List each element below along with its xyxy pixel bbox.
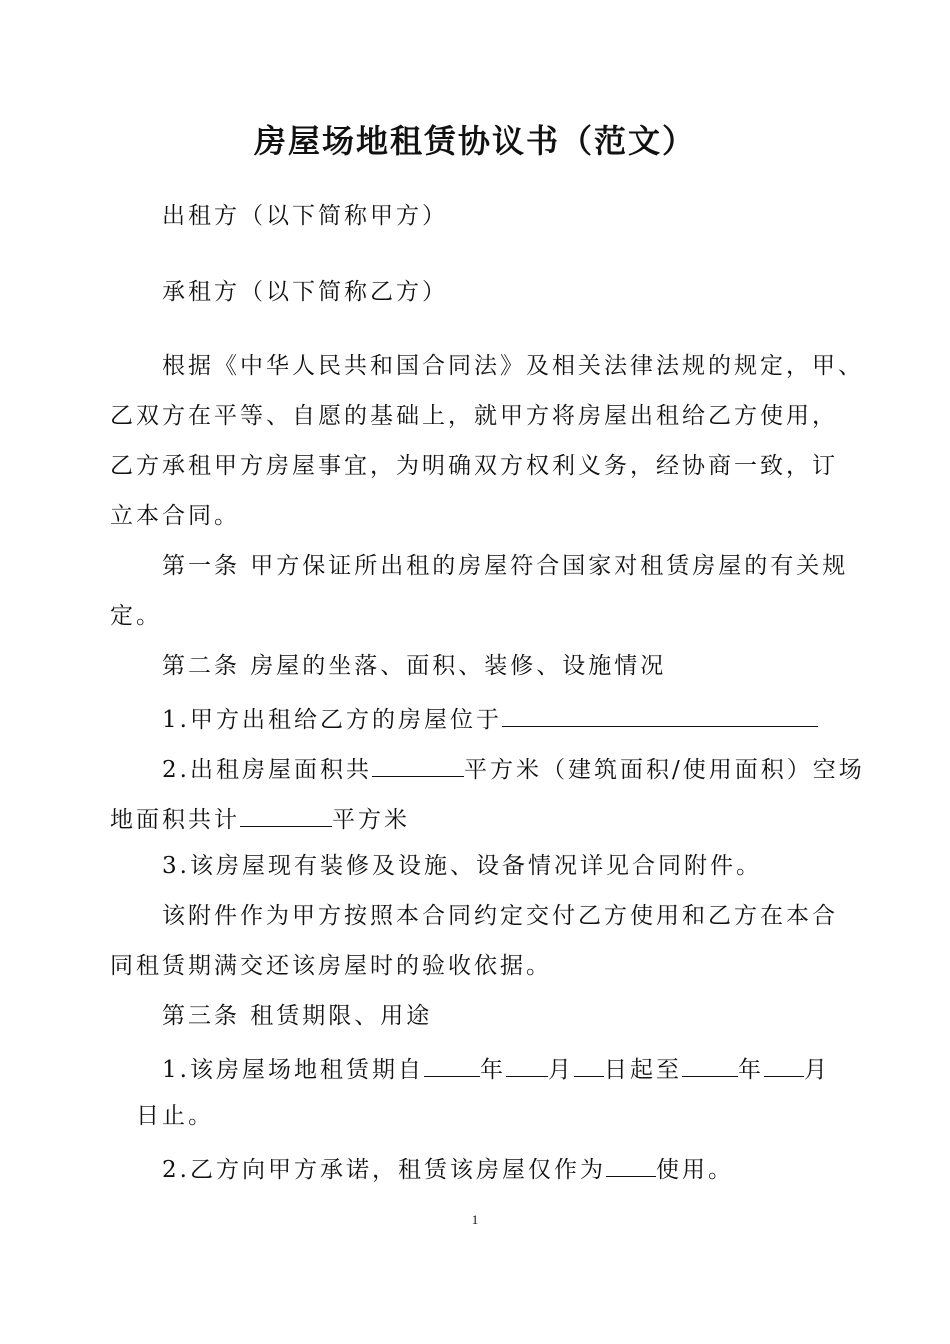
start-day-blank[interactable]	[574, 1050, 604, 1077]
article2-item2-line-1	[162, 750, 865, 786]
day-from-label: 日起至	[603, 1057, 682, 1083]
preamble-line-1: 根据《中华人民共和国合同法》及相关法律法规的规定，甲、	[162, 353, 864, 379]
article1-line-2: 定。	[110, 603, 162, 629]
month-label: 月	[547, 1057, 574, 1083]
year-label: 年	[479, 1057, 506, 1083]
preamble-line-2: 乙双方在平等、自愿的基础上，就甲方将房屋出租给乙方使用，	[110, 403, 838, 429]
building-area-blank[interactable]	[372, 750, 464, 777]
area-label: 2.出租房屋面积共	[162, 757, 372, 783]
area-unit-text: 平方米（建筑面积/使用面积）空场	[463, 757, 865, 783]
end-year-blank[interactable]	[682, 1050, 738, 1077]
use-suffix: 使用。	[655, 1157, 734, 1183]
preamble-line-3: 乙方承租甲方房屋事宜，为明确双方权利义务，经协商一致，订	[110, 453, 838, 479]
preamble-line-4: 立本合同。	[110, 503, 240, 529]
term-label: 1.该房屋场地租赁期自	[162, 1057, 424, 1083]
article2-item2-line-2	[110, 800, 410, 836]
open-area-unit: 平方米	[332, 807, 410, 833]
open-area-label: 地面积共计	[110, 807, 240, 833]
article3-heading: 第三条 租赁期限、用途	[162, 1003, 433, 1029]
lessee-line: 承租方（以下简称乙方）	[162, 279, 448, 305]
page-title: 房屋场地租赁协议书（范文）	[253, 122, 696, 160]
lessor-line: 出租方（以下简称甲方）	[162, 203, 448, 229]
month-label-2: 月	[803, 1057, 830, 1083]
use-blank[interactable]	[606, 1150, 656, 1177]
article3-item2	[162, 1150, 734, 1186]
article2-item1-text: 1.甲方出租给乙方的房屋位于	[162, 707, 502, 733]
article2-heading: 第二条 房屋的坐落、面积、装修、设施情况	[162, 653, 667, 679]
article2-item1	[162, 700, 818, 736]
article2-item3: 3.该房屋现有装修及设施、设备情况详见合同附件。	[162, 853, 762, 879]
start-year-blank[interactable]	[424, 1050, 480, 1077]
article1-line-1: 第一条 甲方保证所出租的房屋符合国家对租赁房屋的有关规	[162, 553, 849, 579]
article3-item1-line-2: 日止。	[136, 1103, 214, 1129]
annex-line-2: 同租赁期满交还该房屋时的验收依据。	[110, 953, 552, 979]
annex-line-1: 该附件作为甲方按照本合同约定交付乙方使用和乙方在本合	[162, 903, 838, 929]
year-label-2: 年	[737, 1057, 764, 1083]
article3-item1-line-1	[162, 1050, 830, 1086]
end-month-blank[interactable]	[764, 1050, 804, 1077]
page-number: 1	[471, 1212, 479, 1227]
use-label: 2.乙方向甲方承诺，租赁该房屋仅作为	[162, 1157, 606, 1183]
open-area-blank[interactable]	[240, 800, 332, 827]
start-month-blank[interactable]	[506, 1050, 548, 1077]
location-blank[interactable]	[502, 700, 818, 727]
